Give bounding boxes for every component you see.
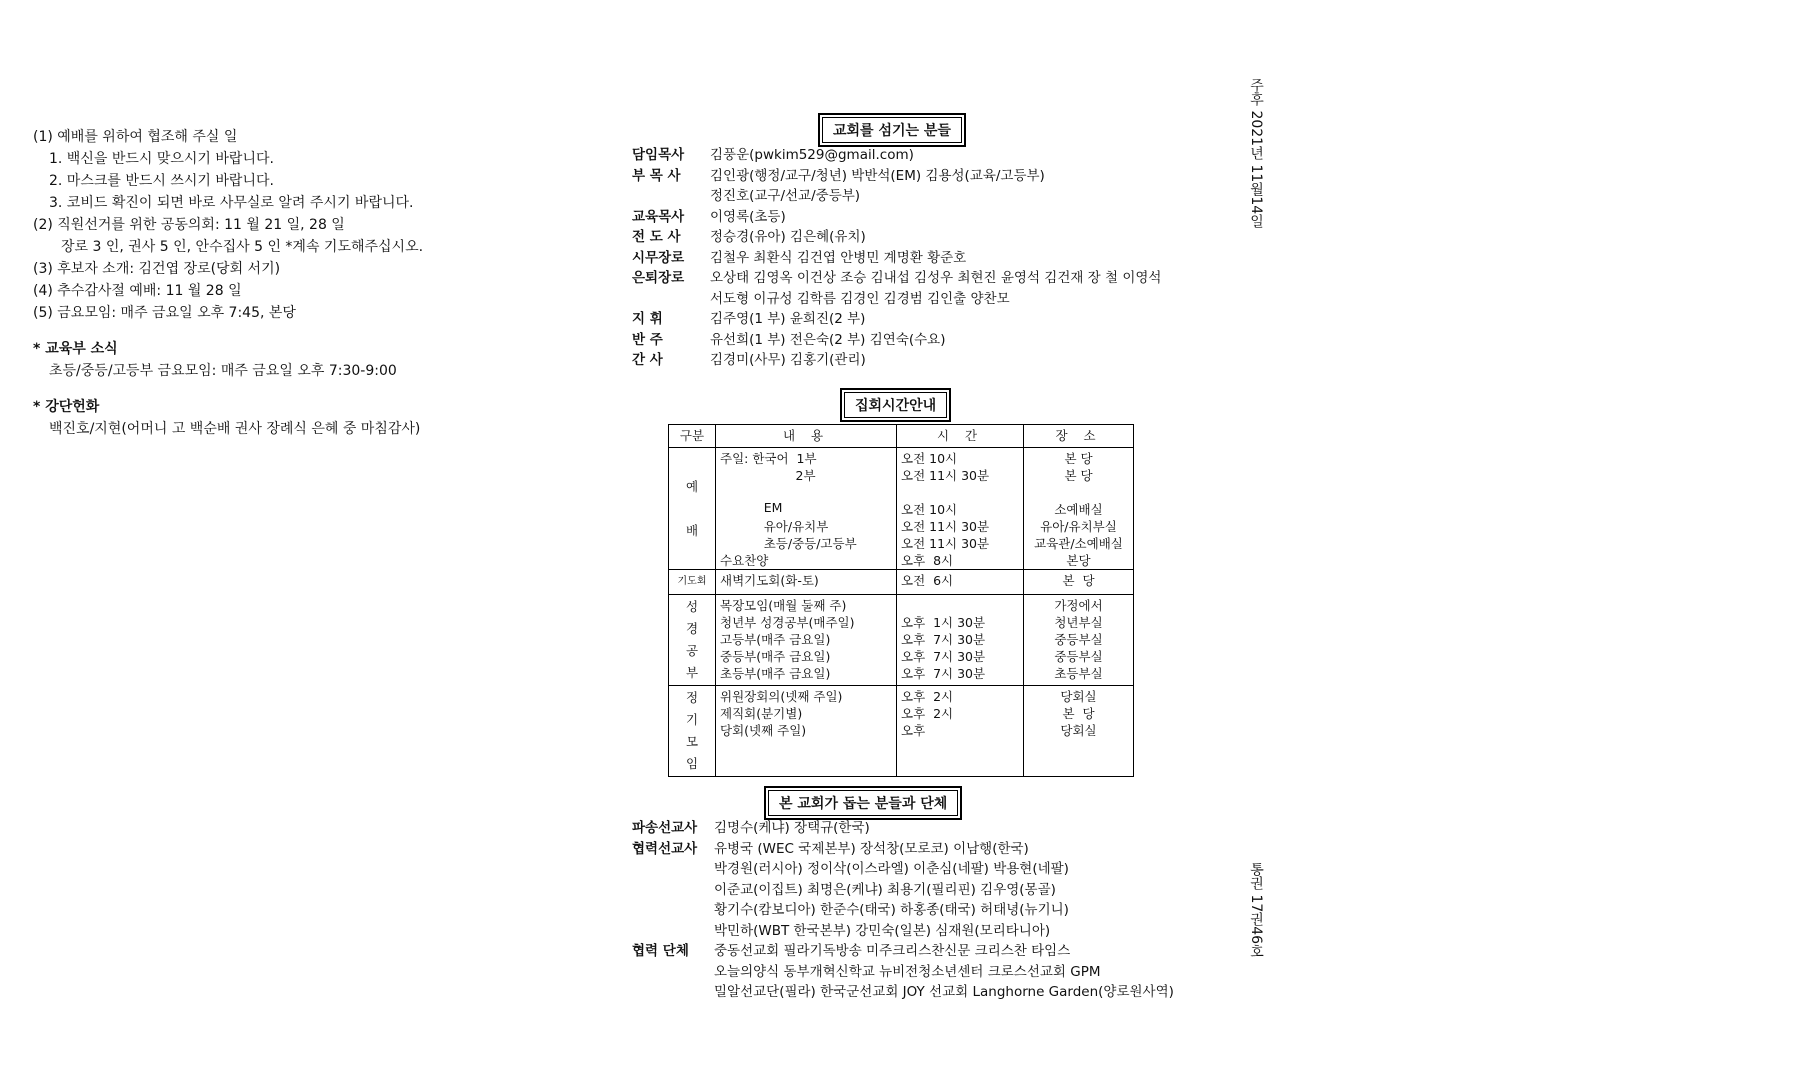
staff-row [632, 268, 1232, 289]
schedule-category: 기도회 [669, 570, 716, 595]
schedule-content-line: EM [720, 500, 783, 515]
mission-names: 오늘의양식 동부개혁신학교 뉴비전청소년센터 크로스선교회 GPM [714, 963, 1101, 980]
staff-row [632, 330, 1232, 351]
staff-role: 반 주 [632, 331, 663, 348]
mission-names: 이준교(이집트) 최명은(케냐) 최용기(필리핀) 김우영(몽골) [714, 881, 1056, 898]
election-notice: (2) 직원선거를 위한 공동의회: 11 월 21 일, 28 일 [33, 217, 345, 233]
schedule-time-line: 오전 10시 [901, 502, 958, 517]
education-detail: 초등/중등/고등부 금요모임: 매주 금요일 오후 7:30-9:00 [49, 363, 397, 379]
staff-role [632, 186, 710, 207]
friday-notice: (5) 금요모임: 매주 금요일 오후 7:45, 본당 [33, 305, 296, 321]
staff-row [632, 166, 1232, 187]
schedule-time-line: 오전 6시 [901, 573, 954, 588]
schedule-place-line: 중등부실 [1054, 632, 1103, 647]
staff-row [632, 227, 1232, 248]
schedule-place-line: 본당 [1066, 553, 1091, 568]
staff-role: 은퇴장로 [632, 270, 685, 286]
schedule-place-line: 당회실 [1060, 689, 1097, 704]
schedule-place-line: 가정에서 [1054, 598, 1103, 613]
schedule-content-line: 제직회(분기별) [720, 706, 803, 721]
mission-role [632, 921, 714, 942]
schedule-place-cell [1024, 595, 1134, 686]
schedule-time-line: 오후 [901, 723, 926, 738]
schedule-group [669, 448, 1134, 570]
mission-row [632, 962, 1272, 983]
schedule-content-line: 유아/유치부 [720, 519, 829, 534]
schedule-place-cell [1024, 686, 1134, 777]
mission-names: 김명수(케냐) 장택규(한국) [714, 820, 870, 836]
staff-row [632, 186, 1232, 207]
staff-role: 담임목사 [632, 147, 685, 163]
staff-names: 정승경(유아) 김은혜(유치) [710, 229, 866, 245]
schedule-content-line: 중등부(매주 금요일) [720, 649, 831, 664]
mission-row [632, 818, 1272, 839]
mission-row [632, 859, 1272, 880]
schedule-content-line: 청년부 성경공부(매주일) [720, 615, 855, 630]
schedule-content-line [720, 483, 892, 500]
staff-row [632, 207, 1232, 228]
schedule-category: 정 기 모 임 [669, 686, 716, 777]
staff-section-title: 교회를 섬기는 분들 [818, 113, 966, 147]
mission-role [632, 982, 714, 1003]
staff-role: 간 사 [632, 352, 663, 368]
schedule-category: 성 경 공 부 [669, 595, 716, 686]
issue-date: 주후 2021년 11월14일 [1248, 78, 1264, 229]
staff-role: 전 도 사 [632, 229, 681, 245]
mission-section-title: 본 교회가 돕는 분들과 단체 [764, 786, 962, 820]
schedule-place-line: 본 당 [1062, 706, 1095, 721]
staff-names: 김인광(행정/교구/청년) 박반석(EM) 김용성(교육/고등부) [710, 167, 1045, 184]
staff-row [632, 145, 1232, 166]
schedule-place-cell [1024, 570, 1134, 595]
staff-role [632, 289, 710, 310]
staff-names: 김풍운(pwkim529@gmail.com) [710, 147, 914, 163]
mission-role [632, 880, 714, 901]
issue-volume: 통권 17권46호 [1248, 862, 1264, 959]
schedule-group [669, 570, 1134, 595]
schedule-content-cell [716, 570, 897, 595]
staff-names: 이영록(초등) [710, 208, 786, 225]
staff-names: 김철우 최환식 김건엽 안병민 계명환 황준호 [710, 249, 967, 266]
schedule-place-line: 중등부실 [1054, 649, 1103, 664]
candidate-notice: (3) 후보자 소개: 김건엽 장로(당회 서기) [33, 261, 281, 277]
worship-item: 3. 코비드 확진이 되면 바로 사무실로 알려 주시기 바랍니다. [49, 195, 414, 211]
staff-row [632, 309, 1232, 330]
schedule-time-cell [897, 686, 1024, 777]
header-time: 시 간 [897, 425, 1024, 448]
schedule-place-cell [1024, 448, 1134, 570]
mission-role: 협력선교사 [632, 840, 698, 857]
mission-list [632, 818, 1272, 1003]
schedule-place-line: 본 당 [1064, 468, 1093, 483]
schedule-time-line: 오전 10시 [901, 451, 958, 466]
staff-names: 김주영(1 부) 윤희진(2 부) [710, 311, 866, 327]
schedule-time-line: 오전 11시 30분 [901, 468, 990, 483]
schedule-time-line: 오후 1시 30분 [901, 615, 986, 630]
schedule-time-line [901, 483, 1019, 500]
mission-role [632, 962, 714, 983]
schedule-place-line: 청년부실 [1054, 615, 1103, 630]
mission-names: 중동선교회 필라기독방송 미주크리스찬신문 크리스찬 타임스 [714, 943, 1071, 959]
schedule-time-line: 오후 7시 30분 [901, 632, 986, 647]
schedule-place-line: 유아/유치부실 [1040, 519, 1117, 534]
staff-role: 지 휘 [632, 311, 663, 327]
mission-names: 밀알선교단(필라) 한국군선교회 JOY 선교회 Langhorne Garden(양로원사역) [714, 984, 1174, 1000]
announcements [33, 126, 593, 440]
mission-row [632, 880, 1272, 901]
mission-names: 박경원(러시아) 정이삭(이스라엘) 이춘심(네팔) 박용현(네팔) [714, 861, 1069, 877]
schedule-content-line: 수요찬양 [720, 553, 769, 568]
election-detail: 장로 3 인, 권사 5 인, 안수집사 5 인 *계속 기도해주십시오. [61, 239, 424, 255]
staff-list [632, 145, 1232, 371]
schedule-content-cell [716, 595, 897, 686]
header-place: 장 소 [1024, 425, 1134, 448]
schedule-time-cell [897, 570, 1024, 595]
mission-row [632, 900, 1272, 921]
flowers-detail: 백진호/지현(어머니 고 백순배 권사 장례식 은혜 중 마침감사) [49, 421, 421, 437]
mission-row [632, 982, 1272, 1003]
staff-role: 교육목사 [632, 208, 685, 225]
worship-item: 1. 백신을 반드시 맞으시기 바랍니다. [49, 151, 274, 167]
mission-role [632, 900, 714, 921]
flowers-title: * 강단헌화 [33, 399, 100, 415]
schedule-category: 예 배 [669, 448, 716, 570]
staff-row [632, 289, 1232, 310]
staff-names: 김경미(사무) 김홍기(관리) [710, 352, 866, 368]
schedule-content-line: 2부 [720, 468, 816, 483]
schedule-place-line: 본 당 [1064, 451, 1093, 466]
mission-names: 유병국 (WEC 국제본부) 장석창(모로코) 이남행(한국) [714, 840, 1029, 857]
schedule-time-line: 오후 8시 [901, 553, 954, 568]
schedule-group [669, 595, 1134, 686]
mission-row [632, 839, 1272, 860]
staff-row [632, 350, 1232, 371]
mission-role: 협력 단체 [632, 943, 689, 959]
staff-names: 유선희(1 부) 전은숙(2 부) 김연숙(수요) [710, 331, 946, 348]
schedule-time-cell [897, 448, 1024, 570]
staff-role: 부 목 사 [632, 167, 681, 184]
mission-row [632, 941, 1272, 962]
staff-names: 오상태 김영옥 이건상 조승 김내섭 김성우 최현진 윤영석 김건재 장 철 이영석 [710, 270, 1162, 286]
schedule-content-cell [716, 448, 897, 570]
schedule-place-line: 당회실 [1060, 723, 1097, 738]
schedule-place-line [1028, 483, 1129, 500]
schedule-time-line: 오후 2시 [901, 706, 954, 721]
mission-names: 박민하(WBT 한국본부) 강민숙(일본) 심재원(모리타니아) [714, 922, 1051, 939]
schedule-place-line: 교육관/소예배실 [1034, 536, 1123, 551]
schedule-time-line: 오후 7시 30분 [901, 666, 986, 681]
schedule-time-cell [897, 595, 1024, 686]
staff-row [632, 248, 1232, 269]
schedule-time-line [901, 596, 1019, 613]
schedule-place-line: 초등부실 [1054, 666, 1103, 681]
education-title: * 교육부 소식 [33, 341, 118, 357]
schedule-content-line: 고등부(매주 금요일) [720, 632, 831, 647]
schedule-content-line: 주일: 한국어 1부 [720, 451, 817, 466]
schedule-time-line: 오후 7시 30분 [901, 649, 986, 664]
schedule-content-line: 초등/중등/고등부 [720, 536, 857, 551]
schedule-content-cell [716, 686, 897, 777]
mission-row [632, 921, 1272, 942]
header-category: 구분 [669, 425, 716, 448]
schedule-place-line: 본 당 [1062, 573, 1095, 588]
staff-names: 서도형 이규성 김학름 김경인 김경범 김인출 양찬모 [710, 290, 1010, 307]
schedule-time-line: 오전 11시 30분 [901, 536, 990, 551]
schedule-table [668, 424, 1134, 777]
staff-role: 시무장로 [632, 249, 685, 266]
schedule-time-line: 오후 2시 [901, 689, 954, 704]
mission-names: 황기수(캄보디아) 한준수(태국) 하홍종(태국) 허태녕(뉴기니) [714, 902, 1069, 918]
mission-role [632, 859, 714, 880]
mission-role: 파송선교사 [632, 820, 698, 836]
staff-names: 정진호(교구/선교/중등부) [710, 188, 861, 204]
schedule-content-line: 초등부(매주 금요일) [720, 666, 831, 681]
schedule-time-line: 오전 11시 30분 [901, 519, 990, 534]
worship-item: 2. 마스크를 반드시 쓰시기 바랍니다. [49, 173, 274, 189]
thanksgiving-notice: (4) 추수감사절 예배: 11 월 28 일 [33, 283, 242, 299]
schedule-content-line: 목장모임(매월 둘째 주) [720, 598, 847, 613]
schedule-group [669, 686, 1134, 777]
worship-header: (1) 예배를 위하여 협조해 주실 일 [33, 129, 238, 145]
schedule-content-line: 위원장회의(넷째 주일) [720, 689, 843, 704]
schedule-content-line: 새벽기도회(화-토) [720, 573, 819, 588]
schedule-title: 집회시간안내 [840, 388, 951, 422]
schedule-place-line: 소예배실 [1054, 502, 1103, 517]
header-content: 내 용 [716, 425, 897, 448]
schedule-content-line: 당회(넷째 주일) [720, 723, 807, 738]
